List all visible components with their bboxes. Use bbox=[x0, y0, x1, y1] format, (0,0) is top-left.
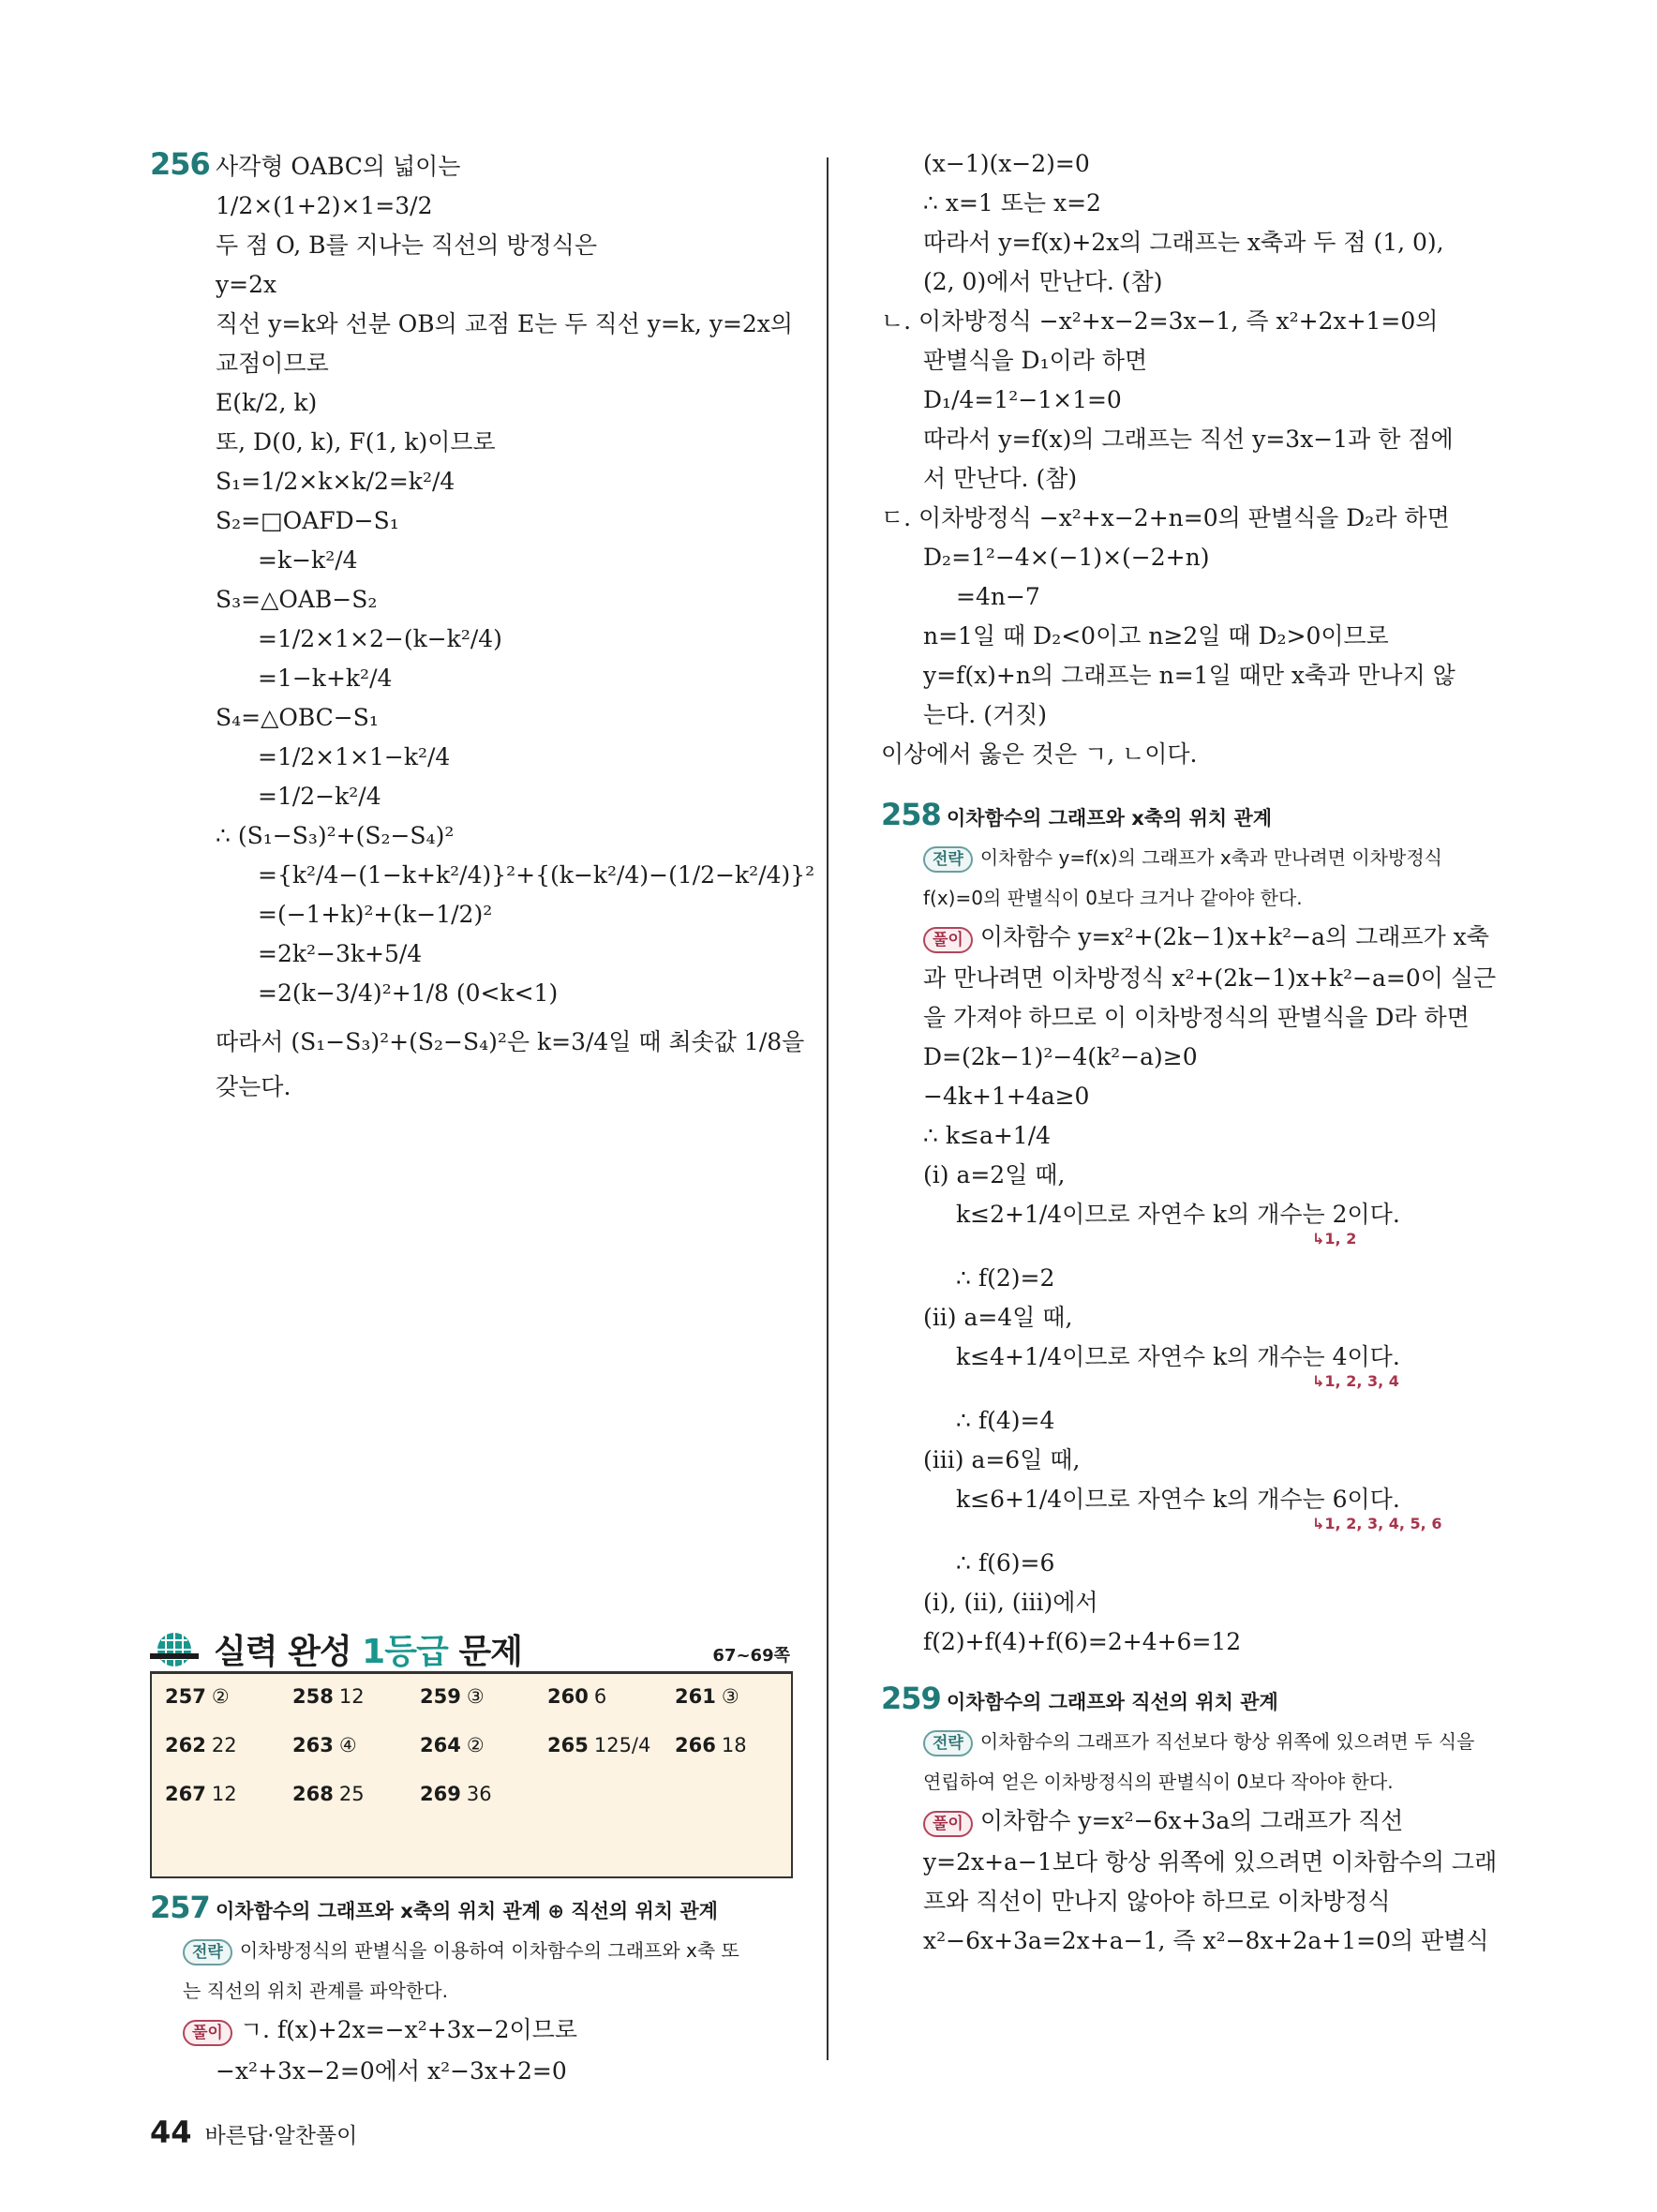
problem-257-title: 257 이차함수의 그래프와 x축의 위치 관계 ⊕ 직선의 위치 관계 bbox=[150, 1890, 718, 1925]
solution-line: S₄=△OBC−S₁ bbox=[216, 704, 379, 731]
solution: 풀이 ㄱ. f(x)+2x=−x²+3x−2이므로 bbox=[150, 2016, 792, 2046]
solution-line: S₂=□OAFD−S₁ bbox=[216, 507, 399, 534]
answer-number: 260 bbox=[547, 1685, 589, 1708]
grid-globe-icon bbox=[150, 1625, 199, 1666]
solution-line: =4n−7 bbox=[956, 583, 1040, 610]
solution-line: ∴ f(6)=6 bbox=[956, 1549, 1055, 1577]
solution-line: 과 만나려면 이차방정식 x²+(2k−1)x+k²−a=0이 실근 bbox=[923, 964, 1497, 992]
answer-value: 12 bbox=[211, 1783, 237, 1805]
answer-cell bbox=[165, 1783, 292, 1831]
count-note: ↳1, 2, 3, 4 bbox=[1312, 1372, 1399, 1390]
strategy-tag: 전략 bbox=[923, 846, 973, 873]
column-divider bbox=[827, 157, 828, 2060]
answer-number: 263 bbox=[292, 1734, 334, 1756]
solution-line: 따라서 (S₁−S₃)²+(S₂−S₄)²은 k=3/4일 때 최솟값 1/8을 bbox=[216, 1028, 805, 1055]
solution-line: n=1일 때 D₂<0이고 n≥2일 때 D₂>0이므로 bbox=[923, 622, 1389, 650]
problem-number-258: 258 bbox=[881, 797, 941, 832]
answer-value: 36 bbox=[466, 1783, 492, 1805]
answer-value: ② bbox=[211, 1685, 230, 1708]
solution: 풀이 이차함수 y=x²−6x+3a의 그래프가 직선 bbox=[923, 1807, 1504, 1837]
solution-line: (i) a=2일 때, bbox=[923, 1161, 1066, 1188]
solution-line: 1/2×(1+2)×1=3/2 bbox=[216, 192, 433, 219]
solution-line: 서 만난다. (참) bbox=[923, 465, 1078, 492]
solution-line: ㄷ. 이차방정식 −x²+x−2+n=0의 판별식을 D₂라 하면 bbox=[881, 504, 1450, 531]
problem-258-title: 258 이차함수의 그래프와 x축의 위치 관계 bbox=[881, 797, 1273, 832]
solution-line: 는다. (거짓) bbox=[923, 701, 1048, 728]
solution-line: 교점이므로 bbox=[216, 350, 329, 377]
problem-number-259: 259 bbox=[881, 1681, 941, 1716]
solution-line: x²−6x+3a=2x+a−1, 즉 x²−8x+2a+1=0의 판별식 bbox=[923, 1927, 1489, 1954]
solution-line: y=2x bbox=[216, 271, 277, 298]
answer-cell bbox=[547, 1685, 675, 1734]
solution-line: 직선 y=k와 선분 OB의 교점 E는 두 직선 y=k, y=2x의 bbox=[216, 310, 794, 337]
answer-number: 265 bbox=[547, 1734, 589, 1756]
solution-line: (iii) a=6일 때, bbox=[923, 1446, 1081, 1473]
answer-number: 259 bbox=[420, 1685, 461, 1708]
solution-line: ∴ f(2)=2 bbox=[956, 1264, 1055, 1292]
section-header bbox=[150, 1623, 792, 1670]
answer-number: 266 bbox=[675, 1734, 716, 1756]
problem-number-257: 257 bbox=[150, 1890, 210, 1925]
strategy: 전략 이차함수 y=f(x)의 그래프가 x축과 만나려면 이차방정식 bbox=[923, 844, 1504, 873]
solution-line: ={k²/4−(1−k+k²/4)}²+{(k−k²/4)−(1/2−k²/4)}² bbox=[258, 861, 815, 889]
solution-line: 이상에서 옳은 것은 ㄱ, ㄴ이다. bbox=[881, 740, 1198, 768]
solution-line: ∴ k≤a+1/4 bbox=[923, 1122, 1052, 1149]
answer-cell bbox=[292, 1783, 420, 1831]
answer-cell bbox=[292, 1734, 420, 1783]
answer-value: 18 bbox=[721, 1734, 747, 1756]
solution-line: D=(2k−1)²−4(k²−a)≥0 bbox=[923, 1043, 1198, 1070]
count-note: ↳1, 2, 3, 4, 5, 6 bbox=[1312, 1515, 1442, 1532]
left-column bbox=[150, 146, 815, 1113]
answer-value: 12 bbox=[338, 1685, 365, 1708]
right-column bbox=[881, 150, 1504, 1966]
answer-cell bbox=[165, 1685, 292, 1734]
answer-cell bbox=[420, 1734, 547, 1783]
solution: 풀이 이차함수 y=x²+(2k−1)x+k²−a의 그래프가 x축 bbox=[923, 923, 1504, 953]
answer-value: ③ bbox=[466, 1685, 485, 1708]
answer-value: 125/4 bbox=[593, 1734, 651, 1756]
solution-tag: 풀이 bbox=[923, 927, 973, 953]
solution-tag: 풀이 bbox=[923, 1811, 973, 1837]
solution-line: ∴ x=1 또는 x=2 bbox=[923, 189, 1101, 217]
solution-line: (ii) a=4일 때, bbox=[923, 1304, 1073, 1331]
solution-line: f(2)+f(4)+f(6)=2+4+6=12 bbox=[923, 1628, 1242, 1655]
answer-cell bbox=[675, 1734, 802, 1783]
solution-line: S₁=1/2×k×k/2=k²/4 bbox=[216, 468, 455, 495]
solution-line: 을 가져야 하므로 이 이차방정식의 판별식을 D라 하면 bbox=[923, 1004, 1470, 1031]
solution-line: 두 점 O, B를 지나는 직선의 방정식은 bbox=[216, 232, 597, 259]
solution-line: =2k²−3k+5/4 bbox=[258, 940, 423, 967]
answer-number: 258 bbox=[292, 1685, 334, 1708]
solution-line: (i), (ii), (iii)에서 bbox=[923, 1589, 1098, 1616]
answer-grid bbox=[152, 1674, 791, 1831]
answer-number: 262 bbox=[165, 1734, 206, 1756]
answer-cell bbox=[675, 1685, 802, 1734]
answer-number: 264 bbox=[420, 1734, 461, 1756]
answer-value: 25 bbox=[338, 1783, 365, 1805]
solution-line: ㄴ. 이차방정식 −x²+x−2=3x−1, 즉 x²+2x+1=0의 bbox=[881, 307, 1439, 335]
solution-line: ∴ (S₁−S₃)²+(S₂−S₄)² bbox=[216, 822, 455, 849]
solution-line: =1−k+k²/4 bbox=[258, 665, 393, 692]
solution-line: =1/2×1×1−k²/4 bbox=[258, 743, 451, 770]
solution-line: y=2x+a−1보다 항상 위쪽에 있으려면 이차함수의 그래 bbox=[923, 1848, 1498, 1876]
answer-number: 268 bbox=[292, 1783, 334, 1805]
answer-number: 267 bbox=[165, 1783, 206, 1805]
answer-cell bbox=[165, 1734, 292, 1783]
answer-value: ④ bbox=[338, 1734, 357, 1756]
problem-256-line-1: 256 사각형 OABC의 넓이는 bbox=[150, 146, 461, 182]
solution-line: 또, D(0, k), F(1, k)이므로 bbox=[216, 428, 496, 456]
answer-number: 261 bbox=[675, 1685, 716, 1708]
problem-257 bbox=[150, 1890, 792, 2097]
count-note: ↳1, 2 bbox=[1312, 1230, 1357, 1248]
strategy: 전략 이차함수의 그래프가 직선보다 항상 위쪽에 있으려면 두 식을 bbox=[923, 1727, 1504, 1756]
answer-value: ③ bbox=[721, 1685, 739, 1708]
solution-line: k≤2+1/4이므로 자연수 k의 개수는 2이다. ↳1, 2 bbox=[923, 1201, 1504, 1253]
answer-number: 269 bbox=[420, 1783, 461, 1805]
answer-value: 6 bbox=[593, 1685, 607, 1708]
solution-line: 프와 직선이 만나지 않아야 하므로 이차방정식 bbox=[923, 1888, 1391, 1915]
page-range: 67~69쪽 bbox=[712, 1646, 790, 1666]
solution-line: k≤6+1/4이므로 자연수 k의 개수는 6이다. ↳1, 2, 3, 4, 5, 6 bbox=[923, 1486, 1504, 1538]
solution-line: (2, 0)에서 만난다. (참) bbox=[923, 268, 1163, 295]
strategy-tag: 전략 bbox=[183, 1939, 232, 1965]
strategy-cont: f(x)=0의 판별식이 0보다 크거나 같아야 한다. bbox=[923, 887, 1303, 909]
solution-line: ∴ f(4)=4 bbox=[956, 1407, 1055, 1434]
page-number: 44 bbox=[150, 2115, 192, 2150]
solution-line: y=f(x)+n의 그래프는 n=1일 때만 x축과 만나지 않 bbox=[923, 662, 1455, 689]
solution-line: E(k/2, k) bbox=[216, 389, 318, 416]
answer-cell bbox=[547, 1734, 675, 1783]
solution-line: −x²+3x−2=0에서 x²−3x+2=0 bbox=[216, 2057, 567, 2085]
solution-line: D₁/4=1²−1×1=0 bbox=[923, 386, 1122, 413]
solution-line: =1/2−k²/4 bbox=[258, 783, 381, 810]
answer-cell bbox=[420, 1783, 547, 1831]
solution-line: =2(k−3/4)²+1/8 (0<k<1) bbox=[258, 979, 559, 1007]
answer-box bbox=[150, 1671, 793, 1878]
solution-line: 따라서 y=f(x)+2x의 그래프는 x축과 두 점 (1, 0), bbox=[923, 229, 1444, 256]
section-title: 실력 완성 1등급 문제 bbox=[214, 1633, 522, 1671]
strategy: 전략 이차방정식의 판별식을 이용하여 이차함수의 그래프와 x축 또 bbox=[150, 1936, 792, 1965]
answer-value: ② bbox=[466, 1734, 485, 1756]
solution-line: k≤4+1/4이므로 자연수 k의 개수는 4이다. ↳1, 2, 3, 4 bbox=[923, 1343, 1504, 1396]
answer-value: 22 bbox=[211, 1734, 237, 1756]
solution-line: 따라서 y=f(x)의 그래프는 직선 y=3x−1과 한 점에 bbox=[923, 426, 1454, 453]
solution-line: −4k+1+4a≥0 bbox=[923, 1083, 1090, 1110]
problem-259-title: 259 이차함수의 그래프와 직선의 위치 관계 bbox=[881, 1681, 1278, 1716]
strategy-cont: 연립하여 얻은 이차방정식의 판별식이 0보다 작아야 한다. bbox=[923, 1771, 1394, 1793]
solution-line: =1/2×1×2−(k−k²/4) bbox=[258, 625, 502, 652]
page-footer bbox=[150, 2115, 357, 2150]
answer-cell bbox=[292, 1685, 420, 1734]
answer-cell bbox=[420, 1685, 547, 1734]
problem-number-256: 256 bbox=[150, 146, 210, 182]
strategy-cont: 는 직선의 위치 관계를 파악한다. bbox=[183, 1980, 448, 2002]
solution-line: =(−1+k)²+(k−1/2)² bbox=[258, 901, 493, 928]
solution-line: (x−1)(x−2)=0 bbox=[923, 150, 1090, 177]
solution-line: 갖는다. bbox=[216, 1073, 291, 1100]
solution-line: S₃=△OAB−S₂ bbox=[216, 586, 378, 613]
solution-line: 판별식을 D₁이라 하면 bbox=[923, 347, 1148, 374]
solution-line: =k−k²/4 bbox=[258, 546, 358, 574]
answer-number: 257 bbox=[165, 1685, 206, 1708]
strategy-tag: 전략 bbox=[923, 1730, 973, 1756]
solution-line: D₂=1²−4×(−1)×(−2+n) bbox=[923, 544, 1210, 571]
solution-tag: 풀이 bbox=[183, 2020, 232, 2046]
book-label: 바른답·알찬풀이 bbox=[204, 2124, 358, 2148]
